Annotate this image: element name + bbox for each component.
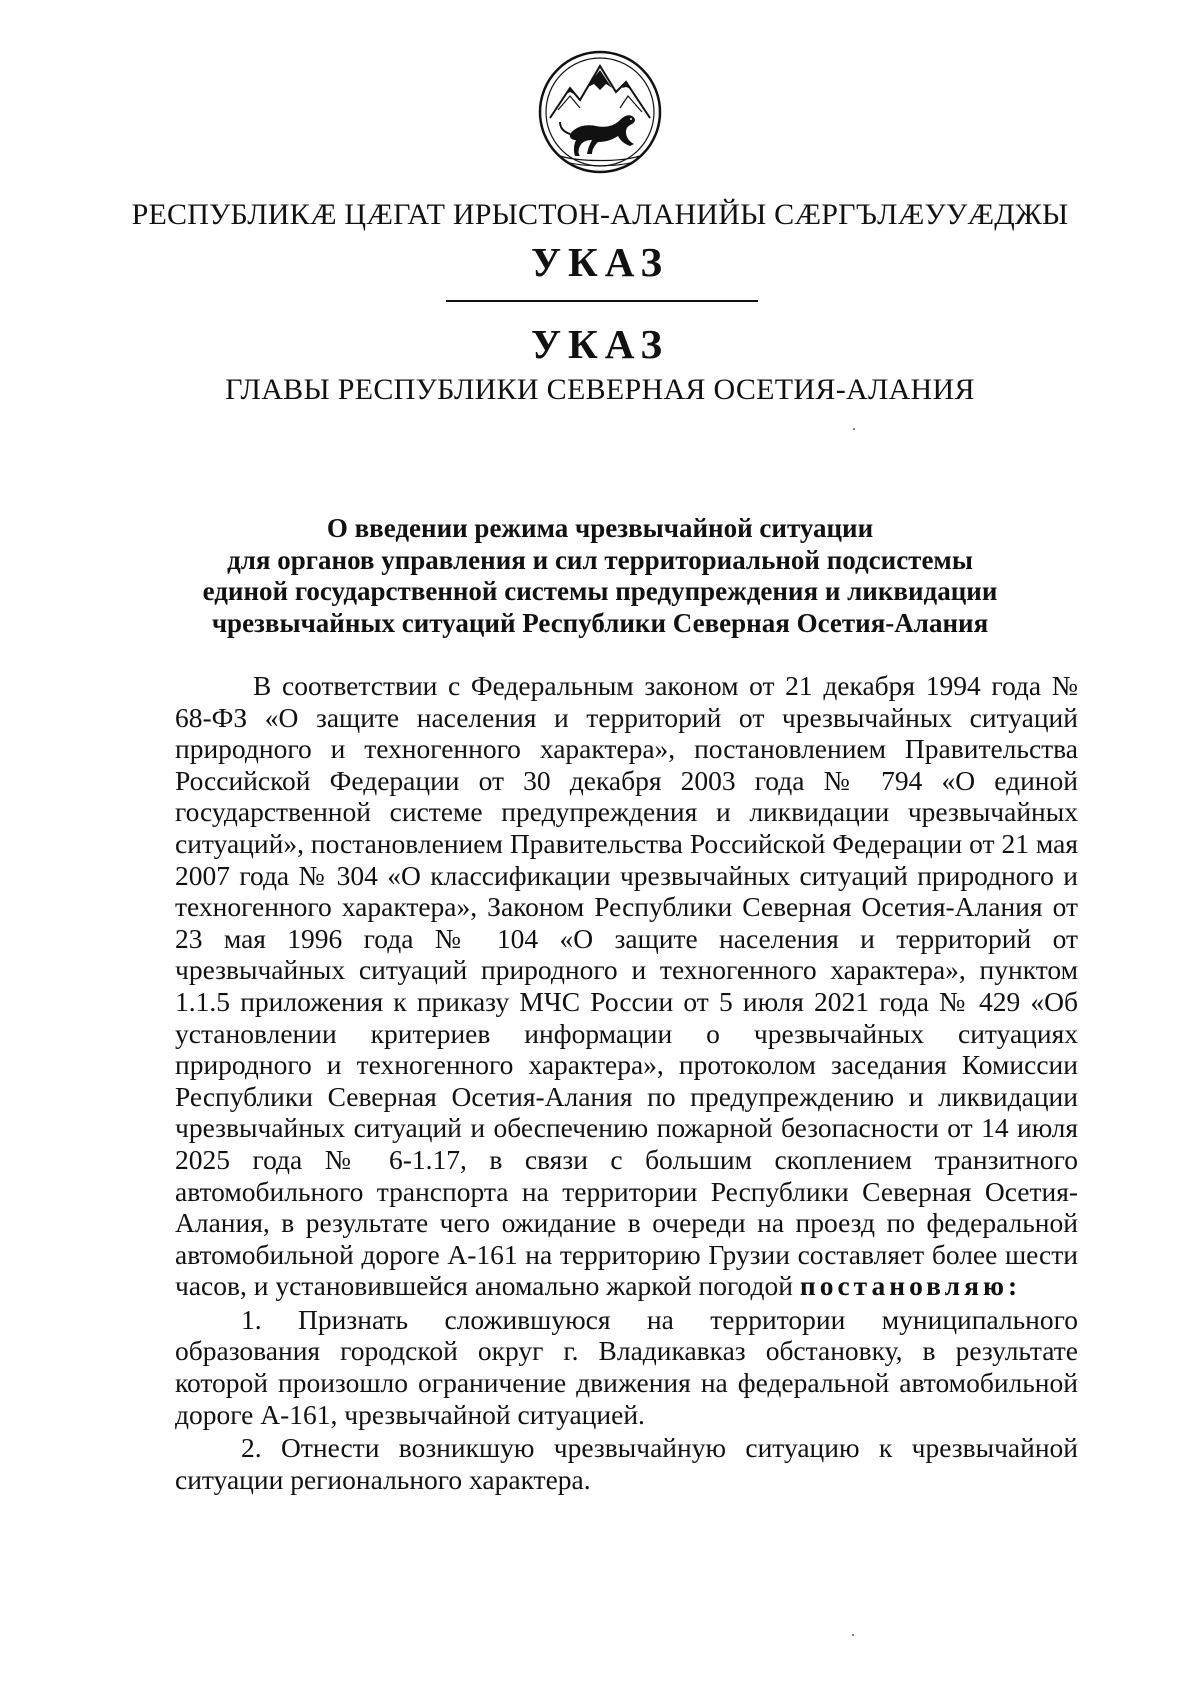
decree-title xyxy=(0,513,1200,639)
decree-title-line: чрезвычайных ситуаций Республики Северная Осетия-Алания xyxy=(211,607,989,638)
decree-title-line: единой государственной системы предупреждения и ликвидации xyxy=(202,576,998,606)
decree-word: постановляю: xyxy=(799,1270,1022,1302)
preamble-paragraph xyxy=(175,670,1078,1302)
head-of-republic-heading: ГЛАВЫ РЕСПУБЛИКИ СЕВЕРНАЯ ОСЕТИЯ-АЛАНИЯ xyxy=(225,373,975,406)
decree-body xyxy=(175,670,1078,1495)
decree-title-line: для органов управления и сил территориальной подсистемы xyxy=(227,544,973,575)
decree-title-line: О введении режима чрезвычайной ситуации xyxy=(326,513,874,543)
decree-item-1: 1. Признать сложившуюся на территории муниципального образования городской округ г. Владикавказ обстановку, в результате которой произошло ограничение движения на федеральной автомобильной дороге А-161, чрезвычайной ситуацией. xyxy=(175,1303,1078,1430)
ukaz-russian-heading: УКАЗ xyxy=(530,321,670,367)
decree-item-2: 2. Отнести возникшую чрезвычайную ситуацию к чрезвычайной ситуации регионального характера. xyxy=(175,1432,1078,1495)
ossetian-header: РЕСПУБЛИКÆ ЦÆГАТ ИРЫСТОН-АЛАНИЙЫ СÆРГЪЛÆУУÆДЖЫ xyxy=(131,198,1069,231)
scan-speck xyxy=(852,1634,854,1636)
scan-speck xyxy=(853,428,855,430)
coat-of-arms-icon xyxy=(536,48,664,176)
ukaz-ossetian-heading: УКАЗ xyxy=(530,239,670,285)
header-divider xyxy=(446,300,758,302)
preamble-text: В соответствии с Федеральным законом от 21 декабря 1994 года № 68-ФЗ «О защите населения и территорий от чрезвычайных ситуаций природного и техногенного характера», постановлением Правительства Российской Федерации от 30 декабря 2003 года № 794 «О единой государственной системе предупреждения и ликвидации чрезвычайных ситуаций», постановлением Правительства Российской Федерации от 21 мая 2007 года № 304 «О классификации чрезвычайных ситуаций природного и техногенного характера», Законом Республики Северная Осетия-Алания от 23 мая 1996 года № 104 «О защите населения и территорий от чрезвычайных ситуаций природного и техногенного характера», пунктом 1.1.5 приложения к приказу МЧС России от 5 июля 2021 года № 429 «Об установлении критериев информации о чрезвычайных ситуациях природного и техногенного характера», протоколом заседания Комиссии Республики Северная Осетия-Алания по предупреждению и ликвидации чрезвычайных ситуаций и обеспечению пожарной безопасности от 14 июля 2025 года № 6-1.17, в связи с большим скоплением транзитного автомобильного транспорта на территории Республики Северная Осетия-Алания, в результате чего ожидание в очереди на проезд по федеральной автомобильной дороге А-161 на территорию Грузии составляет более шести часов, и установившейся аномально жаркой погодой xyxy=(175,670,1078,1302)
